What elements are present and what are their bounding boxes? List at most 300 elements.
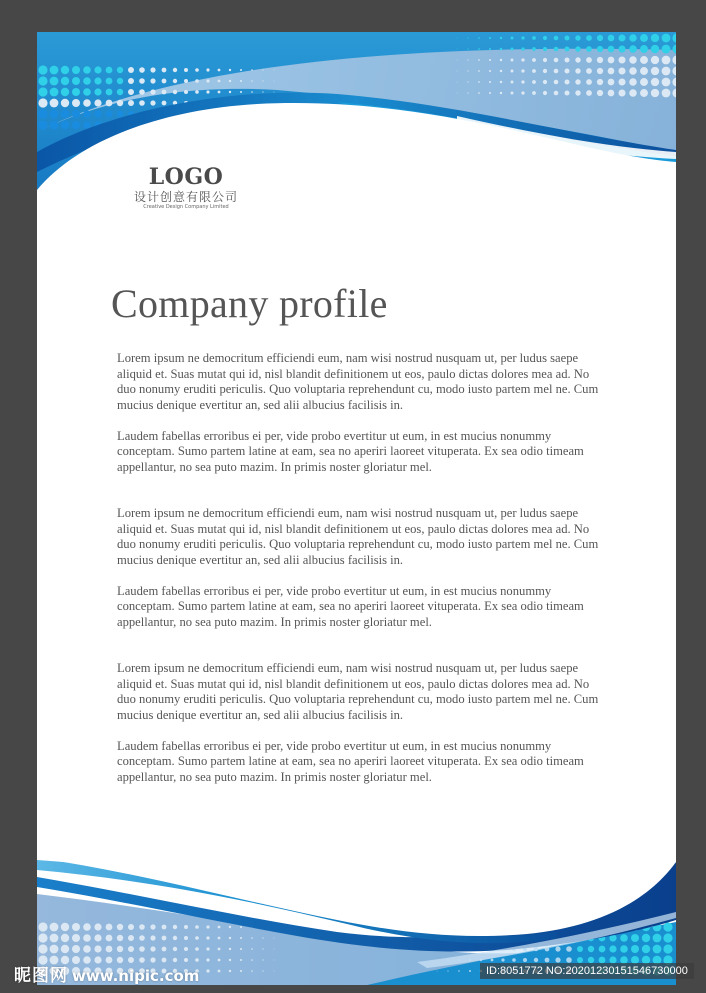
halftone-dot bbox=[50, 110, 59, 119]
halftone-dot bbox=[523, 958, 527, 962]
halftone-dot bbox=[38, 76, 47, 85]
halftone-dot bbox=[195, 79, 199, 83]
halftone-dot bbox=[240, 91, 242, 93]
halftone-dot bbox=[543, 80, 547, 84]
halftone-dot bbox=[588, 946, 594, 952]
halftone-dot bbox=[251, 91, 253, 93]
halftone-dot bbox=[662, 56, 671, 65]
halftone-dot bbox=[478, 70, 480, 72]
halftone-dot bbox=[206, 969, 209, 972]
halftone-dot bbox=[608, 57, 615, 64]
halftone-dot bbox=[83, 88, 91, 96]
halftone-dot bbox=[631, 934, 639, 942]
logo-mark: LOGO bbox=[148, 164, 224, 190]
halftone-dot bbox=[139, 67, 145, 73]
halftone-dot bbox=[72, 945, 80, 953]
halftone-dot bbox=[218, 91, 221, 94]
halftone-dot bbox=[597, 79, 603, 85]
halftone-dot bbox=[150, 935, 155, 940]
halftone-dot bbox=[511, 92, 514, 95]
halftone-dot bbox=[229, 80, 231, 82]
halftone-dot bbox=[543, 58, 547, 62]
site-name-cn: 昵图网 bbox=[14, 966, 68, 986]
halftone-dot bbox=[72, 110, 80, 118]
halftone-dot bbox=[50, 121, 59, 130]
halftone-dot bbox=[575, 57, 580, 62]
halftone-dot bbox=[173, 925, 177, 929]
halftone-dot bbox=[545, 958, 550, 963]
halftone-dot bbox=[586, 68, 592, 74]
halftone-dot bbox=[94, 923, 101, 930]
halftone-dot bbox=[106, 111, 113, 118]
halftone-dot bbox=[532, 36, 536, 40]
halftone-dot bbox=[609, 945, 616, 952]
halftone-dot bbox=[117, 78, 123, 84]
halftone-dot bbox=[457, 82, 458, 83]
halftone-dot bbox=[554, 80, 559, 85]
halftone-dot bbox=[50, 923, 59, 932]
halftone-dot bbox=[511, 48, 514, 51]
halftone-dot bbox=[489, 37, 491, 39]
halftone-dot bbox=[206, 79, 209, 82]
halftone-dot bbox=[599, 946, 606, 953]
halftone-dot bbox=[575, 46, 580, 51]
halftone-dot bbox=[274, 81, 275, 82]
halftone-dot bbox=[586, 79, 592, 85]
halftone-dot bbox=[195, 90, 199, 94]
halftone-dot bbox=[554, 69, 559, 74]
halftone-dot bbox=[555, 957, 560, 962]
halftone-dot bbox=[173, 947, 177, 951]
halftone-dot bbox=[173, 68, 177, 72]
halftone-dot bbox=[38, 109, 47, 118]
halftone-dot bbox=[150, 67, 155, 72]
halftone-dot bbox=[251, 80, 253, 82]
halftone-dot bbox=[251, 959, 253, 961]
halftone-dot bbox=[457, 38, 458, 39]
halftone-dot bbox=[586, 46, 592, 52]
halftone-dot bbox=[117, 100, 123, 106]
halftone-dot bbox=[184, 79, 188, 83]
profile-body bbox=[117, 351, 607, 785]
halftone-dot bbox=[150, 100, 155, 105]
halftone-dot bbox=[184, 936, 188, 940]
halftone-dot bbox=[597, 46, 603, 52]
halftone-dot bbox=[139, 924, 145, 930]
halftone-dot bbox=[229, 970, 231, 972]
halftone-dot bbox=[565, 80, 570, 85]
halftone-dot bbox=[662, 67, 671, 76]
halftone-dot bbox=[61, 945, 69, 953]
halftone-dot bbox=[629, 34, 637, 42]
halftone-dot bbox=[467, 70, 468, 71]
halftone-dot bbox=[61, 110, 69, 118]
halftone-dot bbox=[467, 81, 468, 82]
halftone-dot bbox=[128, 67, 134, 73]
halftone-dot bbox=[651, 45, 659, 53]
halftone-dot bbox=[618, 67, 625, 74]
halftone-dot bbox=[575, 79, 580, 84]
halftone-dot bbox=[94, 99, 101, 106]
halftone-dot bbox=[597, 57, 603, 63]
halftone-dot bbox=[61, 66, 69, 74]
halftone-dot bbox=[240, 948, 242, 950]
halftone-dot bbox=[662, 78, 671, 87]
halftone-dot bbox=[274, 949, 275, 950]
halftone-dot bbox=[240, 970, 242, 972]
halftone-dot bbox=[274, 70, 275, 71]
halftone-dot bbox=[640, 45, 648, 53]
halftone-dot bbox=[543, 91, 547, 95]
section-1-paragraph-2: Laudem fabellas erroribus ei per, vide probo evertitur ut eum, in est mucius nonummy conceptam. Sumo partem latine at eam, sea no aperiri laoreet vituperata. Ex sea odio timeam appellantur, no sea puto mazim. In primis noster gloriatur mel. bbox=[117, 428, 584, 474]
halftone-dot bbox=[229, 926, 231, 928]
halftone-dot bbox=[94, 66, 101, 73]
halftone-dot bbox=[618, 56, 625, 63]
halftone-dot bbox=[106, 78, 113, 85]
halftone-dot bbox=[501, 958, 504, 961]
halftone-dot bbox=[240, 926, 242, 928]
halftone-dot bbox=[50, 99, 59, 108]
halftone-dot bbox=[543, 36, 547, 40]
halftone-dot bbox=[597, 68, 603, 74]
halftone-dot bbox=[532, 58, 536, 62]
halftone-dot bbox=[106, 67, 113, 74]
halftone-dot bbox=[38, 922, 47, 931]
halftone-dot bbox=[262, 937, 263, 938]
halftone-dot bbox=[206, 90, 209, 93]
halftone-dot bbox=[511, 81, 514, 84]
halftone-dot bbox=[61, 934, 69, 942]
section-1-paragraph-1: Lorem ipsum ne democritum efficiendi eum, nam wisi nostrud nusquam ut, per ludus saepe aliquid et. Suas mutat qui id, nisl blandit definitionem ut eos, paulo dictas dolores mea ad. No duo nonumy eruditi periculis. Quo voluptaria reprehendunt cu, modo iusto partem mel ne. Cum mucius denique evertitur an, sed alii albucius facilisis in. bbox=[117, 351, 599, 412]
halftone-dot bbox=[521, 47, 524, 50]
halftone-dot bbox=[150, 946, 155, 951]
halftone-dot bbox=[83, 66, 91, 74]
halftone-dot bbox=[651, 89, 659, 97]
halftone-dot bbox=[511, 59, 514, 62]
halftone-dot bbox=[662, 34, 671, 43]
halftone-dot bbox=[467, 48, 468, 49]
logo-company-name-cn: 设计创意有限公司 bbox=[133, 190, 238, 204]
halftone-dot bbox=[274, 971, 275, 972]
halftone-dot bbox=[565, 69, 570, 74]
halftone-dot bbox=[565, 58, 570, 63]
halftone-dot bbox=[72, 121, 80, 129]
halftone-dot bbox=[597, 35, 603, 41]
halftone-dot bbox=[128, 78, 134, 84]
halftone-dot bbox=[229, 948, 231, 950]
halftone-dot bbox=[72, 923, 80, 931]
halftone-dot bbox=[629, 67, 637, 75]
halftone-dot bbox=[128, 100, 134, 106]
halftone-dot bbox=[173, 936, 177, 940]
halftone-dot bbox=[251, 970, 253, 972]
halftone-dot bbox=[128, 924, 134, 930]
halftone-dot bbox=[162, 925, 167, 930]
halftone-dot bbox=[117, 935, 123, 941]
halftone-dot bbox=[229, 69, 231, 71]
halftone-dot bbox=[467, 92, 468, 93]
halftone-dot bbox=[162, 936, 167, 941]
halftone-dot bbox=[608, 46, 615, 53]
halftone-dot bbox=[206, 947, 209, 950]
halftone-dot bbox=[467, 37, 468, 38]
halftone-dot bbox=[117, 111, 123, 117]
halftone-dot bbox=[50, 88, 59, 97]
halftone-dot bbox=[620, 934, 628, 942]
halftone-dot bbox=[575, 90, 580, 95]
halftone-dot bbox=[554, 47, 559, 52]
halftone-dot bbox=[500, 59, 502, 61]
letterhead-page bbox=[37, 32, 676, 985]
halftone-dot bbox=[38, 120, 47, 129]
halftone-dot bbox=[184, 925, 188, 929]
halftone-dot bbox=[500, 48, 502, 50]
halftone-dot bbox=[447, 970, 448, 971]
halftone-dot bbox=[629, 78, 637, 86]
halftone-dot bbox=[489, 81, 491, 83]
halftone-dot bbox=[206, 68, 209, 71]
halftone-dot bbox=[478, 59, 480, 61]
halftone-dot bbox=[274, 938, 275, 939]
halftone-dot bbox=[240, 80, 242, 82]
halftone-dot bbox=[229, 959, 231, 961]
halftone-dot bbox=[597, 90, 603, 96]
halftone-dot bbox=[618, 89, 625, 96]
halftone-dot bbox=[50, 945, 59, 954]
halftone-dot bbox=[139, 946, 145, 952]
halftone-dot bbox=[195, 936, 199, 940]
halftone-dot bbox=[195, 925, 199, 929]
halftone-dot bbox=[128, 89, 134, 95]
halftone-dot bbox=[262, 948, 263, 949]
halftone-dot bbox=[651, 34, 659, 42]
halftone-dot bbox=[128, 946, 134, 952]
halftone-dot bbox=[620, 945, 628, 953]
halftone-dot bbox=[206, 958, 209, 961]
halftone-dot bbox=[195, 68, 199, 72]
halftone-dot bbox=[566, 957, 572, 963]
halftone-dot bbox=[521, 91, 524, 94]
halftone-dot bbox=[128, 935, 134, 941]
halftone-dot bbox=[72, 66, 80, 74]
halftone-dot bbox=[94, 77, 101, 84]
halftone-dot bbox=[106, 935, 113, 942]
halftone-dot bbox=[150, 89, 155, 94]
halftone-dot bbox=[61, 121, 69, 129]
halftone-dot bbox=[117, 67, 123, 73]
halftone-dot bbox=[543, 47, 547, 51]
halftone-dot bbox=[72, 77, 80, 85]
halftone-dot bbox=[640, 67, 648, 75]
halftone-dot bbox=[532, 91, 536, 95]
halftone-dot bbox=[478, 48, 480, 50]
halftone-dot bbox=[218, 80, 221, 83]
halftone-dot bbox=[469, 970, 471, 972]
halftone-dot bbox=[608, 79, 615, 86]
halftone-dot bbox=[240, 959, 242, 961]
halftone-dot bbox=[106, 924, 113, 931]
section-3-paragraph-2: Laudem fabellas erroribus ei per, vide probo evertitur ut eum, in est mucius nonummy conceptam. Sumo partem latine at eam, sea no aperiri laoreet vituperata. Ex sea odio timeam appellantur, no sea puto mazim. In primis noster gloriatur mel. bbox=[117, 738, 584, 784]
halftone-dot bbox=[457, 60, 458, 61]
halftone-dot bbox=[631, 945, 639, 953]
halftone-dot bbox=[555, 946, 560, 951]
halftone-dot bbox=[586, 57, 592, 63]
halftone-dot bbox=[642, 934, 650, 942]
halftone-dot bbox=[162, 947, 167, 952]
halftone-dot bbox=[662, 89, 671, 98]
halftone-dot bbox=[117, 946, 123, 952]
halftone-dot bbox=[653, 934, 662, 943]
halftone-dot bbox=[662, 45, 671, 54]
halftone-dot bbox=[640, 89, 648, 97]
halftone-dot bbox=[274, 960, 275, 961]
halftone-dot bbox=[94, 934, 101, 941]
halftone-dot bbox=[640, 34, 648, 42]
halftone-dot bbox=[565, 91, 570, 96]
halftone-dot bbox=[50, 77, 59, 86]
halftone-dot bbox=[478, 92, 480, 94]
halftone-dot bbox=[608, 35, 615, 42]
halftone-dot bbox=[94, 945, 101, 952]
halftone-dot bbox=[106, 89, 113, 96]
halftone-dot bbox=[575, 68, 580, 73]
halftone-dot bbox=[511, 70, 514, 73]
halftone-dot bbox=[218, 948, 221, 951]
halftone-dot bbox=[218, 970, 221, 973]
halftone-dot bbox=[500, 92, 502, 94]
halftone-dot bbox=[566, 946, 572, 952]
halftone-dot bbox=[94, 110, 101, 117]
halftone-dot bbox=[457, 49, 458, 50]
halftone-dot bbox=[139, 935, 145, 941]
halftone-dot bbox=[629, 45, 637, 53]
halftone-dot bbox=[640, 56, 648, 64]
halftone-dot bbox=[117, 89, 123, 95]
halftone-dot bbox=[139, 78, 145, 84]
halftone-dot bbox=[218, 69, 221, 72]
halftone-dot bbox=[229, 937, 231, 939]
halftone-dot bbox=[162, 79, 167, 84]
halftone-dot bbox=[554, 58, 559, 63]
halftone-dot bbox=[651, 56, 659, 64]
halftone-dot bbox=[38, 87, 47, 96]
halftone-dot bbox=[61, 99, 69, 107]
halftone-dot bbox=[139, 89, 145, 95]
halftone-dot bbox=[229, 91, 231, 93]
halftone-dot bbox=[532, 69, 536, 73]
page-title: Company profile bbox=[111, 281, 388, 326]
halftone-dot bbox=[640, 78, 648, 86]
halftone-dot bbox=[83, 110, 91, 118]
halftone-dot bbox=[184, 68, 188, 72]
halftone-dot bbox=[218, 937, 221, 940]
halftone-dot bbox=[500, 81, 502, 83]
halftone-dot bbox=[554, 91, 559, 96]
halftone-dot bbox=[106, 946, 113, 953]
halftone-dot bbox=[195, 947, 199, 951]
halftone-dot bbox=[478, 81, 480, 83]
halftone-dot bbox=[162, 68, 167, 73]
halftone-dot bbox=[575, 35, 580, 40]
section-3-paragraph-1: Lorem ipsum ne democritum efficiendi eum, nam wisi nostrud nusquam ut, per ludus saepe aliquid et. Suas mutat qui id, nisl blandit definitionem ut eos, paulo dictas dolores mea ad. No duo nonumy eruditi periculis. Quo voluptaria reprehendunt cu, modo iusto partem mel ne. Cum mucius denique evertitur an, sed alii albucius facilisis in. bbox=[117, 661, 599, 722]
halftone-dot bbox=[61, 77, 69, 85]
halftone-dot bbox=[663, 944, 672, 953]
halftone-dot bbox=[262, 80, 263, 81]
halftone-dot bbox=[458, 970, 460, 972]
halftone-dot bbox=[478, 37, 480, 39]
halftone-dot bbox=[106, 100, 113, 107]
halftone-dot bbox=[608, 68, 615, 75]
halftone-dot bbox=[184, 90, 188, 94]
halftone-dot bbox=[653, 945, 662, 954]
halftone-dot bbox=[489, 70, 491, 72]
halftone-dot bbox=[162, 90, 167, 95]
halftone-dot bbox=[629, 56, 637, 64]
halftone-dot bbox=[262, 91, 263, 92]
halftone-dot bbox=[489, 48, 491, 50]
halftone-dot bbox=[586, 90, 592, 96]
halftone-dot bbox=[565, 47, 570, 52]
halftone-dot bbox=[521, 80, 524, 83]
halftone-dot bbox=[262, 970, 263, 971]
halftone-dot bbox=[663, 933, 672, 942]
halftone-dot bbox=[489, 92, 491, 94]
halftone-dot bbox=[240, 937, 242, 939]
halftone-dot bbox=[437, 971, 438, 972]
halftone-dot bbox=[94, 88, 101, 95]
halftone-dot bbox=[521, 36, 524, 39]
halftone-dot bbox=[83, 77, 91, 85]
site-watermark bbox=[14, 961, 199, 986]
logo-company-name-en: Creative Design Company Limited bbox=[143, 204, 229, 210]
halftone-dot bbox=[83, 99, 91, 107]
halftone-dot bbox=[72, 99, 80, 107]
halftone-dot bbox=[532, 47, 536, 51]
halftone-dot bbox=[642, 945, 650, 953]
halftone-dot bbox=[72, 88, 80, 96]
halftone-dot bbox=[491, 959, 494, 962]
halftone-dot bbox=[173, 90, 177, 94]
section-2-paragraph-2: Laudem fabellas erroribus ei per, vide probo evertitur ut eum, in est mucius nonummy conceptam. Sumo partem latine at eam, sea no aperiri laoreet vituperata. Ex sea odio timeam appellantur, no sea puto mazim. In primis noster gloriatur mel. bbox=[117, 583, 584, 629]
halftone-dot bbox=[511, 37, 514, 40]
site-url: www.nipic.com bbox=[72, 967, 200, 985]
halftone-dot bbox=[150, 924, 155, 929]
halftone-dot bbox=[173, 79, 177, 83]
halftone-dot bbox=[608, 90, 615, 97]
halftone-dot bbox=[117, 924, 123, 930]
halftone-dot bbox=[240, 69, 242, 71]
halftone-dot bbox=[262, 959, 263, 960]
halftone-dot bbox=[38, 933, 47, 942]
halftone-dot bbox=[218, 926, 221, 929]
halftone-dot bbox=[38, 98, 47, 107]
halftone-dot bbox=[251, 69, 253, 71]
company-logo bbox=[125, 166, 247, 211]
halftone-dot bbox=[618, 34, 625, 41]
halftone-dot bbox=[663, 922, 672, 931]
halftone-dot bbox=[554, 36, 559, 41]
halftone-dot bbox=[521, 69, 524, 72]
halftone-dot bbox=[38, 944, 47, 953]
halftone-dot bbox=[83, 121, 91, 129]
halftone-dot bbox=[251, 948, 253, 950]
halftone-dot bbox=[521, 58, 524, 61]
halftone-dot bbox=[577, 946, 583, 952]
halftone-dot bbox=[618, 45, 625, 52]
halftone-dot bbox=[586, 35, 592, 41]
halftone-dot bbox=[150, 78, 155, 83]
halftone-dot bbox=[83, 945, 91, 953]
